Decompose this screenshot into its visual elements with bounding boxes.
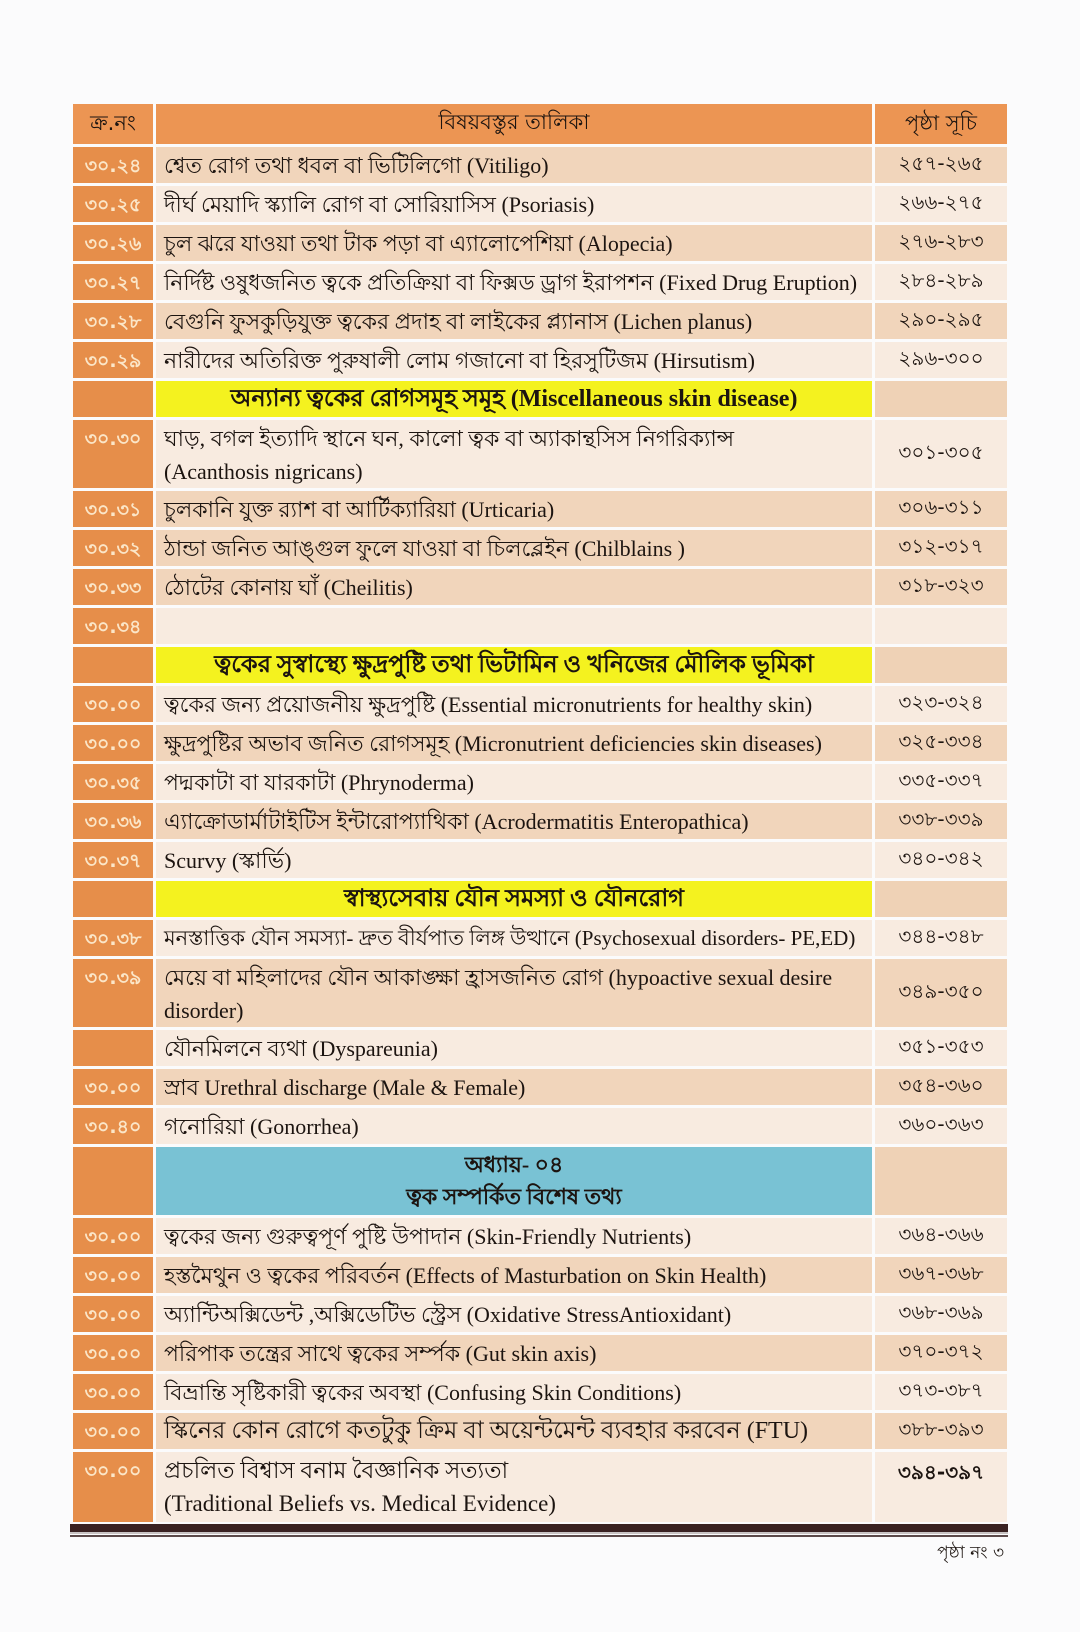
row-number	[73, 1030, 153, 1066]
row-title	[156, 608, 872, 644]
row-number	[73, 647, 153, 683]
row-title: গনোরিয়া (Gonorrhea)	[156, 1108, 872, 1144]
table-row	[73, 186, 1007, 222]
table-row	[73, 803, 1007, 839]
row-page	[875, 1147, 1007, 1215]
row-page: ৩৫৪-৩৬০	[875, 1069, 1007, 1105]
row-number: ৩০.৩০	[73, 420, 153, 488]
row-page: ৩৬০-৩৬৩	[875, 1108, 1007, 1144]
row-title	[156, 959, 872, 1027]
table-row	[73, 225, 1007, 261]
row-number: ৩০.০০	[73, 1374, 153, 1410]
row-number: ৩০.০০	[73, 686, 153, 722]
row-title: স্রাব Urethral discharge (Male & Female)	[156, 1069, 872, 1105]
table-row	[73, 920, 1007, 956]
table-of-contents	[73, 104, 1007, 1525]
header-page-index: পৃষ্ঠা সূচি	[875, 104, 1007, 144]
row-title-line1: প্রচলিত বিশ্বাস বনাম বৈজ্ঞানিক সত্যতা	[164, 1458, 509, 1483]
table-row	[73, 147, 1007, 183]
row-number: ৩০.৩৫	[73, 764, 153, 800]
row-page: ৩৬৮-৩৬৯	[875, 1296, 1007, 1332]
row-title-line2: (Acanthosis nigricans)	[164, 459, 363, 484]
row-page: ৩৪৯-৩৫০	[875, 959, 1007, 1027]
table-row	[73, 1413, 1007, 1449]
row-number: ৩০.৪০	[73, 1108, 153, 1144]
row-page: ৩৪০-৩৪২	[875, 842, 1007, 878]
row-number	[73, 381, 153, 417]
table-row	[73, 608, 1007, 644]
section-heading-row	[73, 881, 1007, 917]
row-title: নির্দিষ্ট ওষুধজনিত ত্বকে প্রতিক্রিয়া বা ফিক্সড ড্রাগ ইরাপশন (Fixed Drug Eruption)	[156, 264, 872, 300]
row-page: ৩২৫-৩৩৪	[875, 725, 1007, 761]
row-title: পরিপাক তন্ত্রের সাথে ত্বকের সর্ম্পক (Gut skin axis)	[156, 1335, 872, 1371]
row-title: বিভ্রান্তি সৃষ্টিকারী ত্বকের অবস্থা (Confusing Skin Conditions)	[156, 1374, 872, 1410]
table-row	[73, 491, 1007, 527]
table-row	[73, 1374, 1007, 1410]
row-title: যৌনমিলনে ব্যথা (Dyspareunia)	[156, 1030, 872, 1066]
row-title: অ্যান্টিঅক্সিডেন্ট ,অক্সিডেটিভ স্ট্রেস (Oxidative StressAntioxidant)	[156, 1296, 872, 1332]
row-page: ৩৭৩-৩৮৭	[875, 1374, 1007, 1410]
row-page: ৩৮৮-৩৯৩	[875, 1413, 1007, 1449]
row-title: শ্বেত রোগ তথা ধবল বা ভিটিলিগো (Vitiligo)	[156, 147, 872, 183]
row-page	[875, 647, 1007, 683]
section-heading: অন্যান্য ত্বকের রোগসমূহ সমূহ (Miscellaneous skin disease)	[156, 381, 872, 417]
chapter-number: অধ্যায়- ০৪	[464, 1152, 564, 1177]
row-number: ৩০.৩৮	[73, 920, 153, 956]
row-number: ৩০.৩৭	[73, 842, 153, 878]
table-row	[73, 842, 1007, 878]
section-heading: ত্বকের সুস্বাস্থ্যে ক্ষুদ্রপুষ্টি তথা ভিটামিন ও খনিজের মৌলিক ভূমিকা	[156, 647, 872, 683]
row-number	[73, 1147, 153, 1215]
table-header	[73, 104, 1007, 144]
row-title-line1: মেয়ে বা মহিলাদের যৌন আকাঙ্ক্ষা হ্রাসজনিত রোগ (hypoactive sexual desire	[164, 965, 833, 990]
table-row	[73, 764, 1007, 800]
row-page: ২৫৭-২৬৫	[875, 147, 1007, 183]
row-number: ৩০.২৪	[73, 147, 153, 183]
row-title-line2: disorder)	[164, 998, 244, 1023]
table-row	[73, 686, 1007, 722]
row-number: ৩০.০০	[73, 1413, 153, 1449]
row-number: ৩০.০০	[73, 1452, 153, 1522]
table-row	[73, 264, 1007, 300]
table-row	[73, 342, 1007, 378]
row-title-line2: (Traditional Beliefs vs. Medical Evidence)	[164, 1491, 556, 1516]
row-page: ৩৫১-৩৫৩	[875, 1030, 1007, 1066]
table-row	[73, 530, 1007, 566]
row-page: ৩৩৫-৩৩৭	[875, 764, 1007, 800]
chapter-title: ত্বক সম্পর্কিত বিশেষ তথ্য	[406, 1184, 622, 1209]
row-page: ২৯৬-৩০০	[875, 342, 1007, 378]
row-number: ৩০.৩১	[73, 491, 153, 527]
table-row	[73, 1030, 1007, 1066]
row-title: এ্যাক্রোডার্মাটাইটিস ইন্টারোপ্যাথিকা (Acrodermatitis Enteropathica)	[156, 803, 872, 839]
row-title: হস্তমৈথুন ও ত্বকের পরিবর্তন (Effects of Masturbation on Skin Health)	[156, 1257, 872, 1293]
row-number: ৩০.২৯	[73, 342, 153, 378]
header-contents: বিষয়বস্তুর তালিকা	[156, 104, 872, 144]
row-number: ৩০.৩২	[73, 530, 153, 566]
table-row	[73, 1108, 1007, 1144]
footer-divider	[70, 1524, 1008, 1534]
chapter-heading	[156, 1147, 872, 1215]
table-row	[73, 1218, 1007, 1254]
row-title: ত্বকের জন্য গুরুত্বপূর্ণ পুষ্টি উপাদান (Skin-Friendly Nutrients)	[156, 1218, 872, 1254]
row-page: ৩৪৪-৩৪৮	[875, 920, 1007, 956]
table-row	[73, 569, 1007, 605]
section-heading-row	[73, 647, 1007, 683]
table-row	[73, 1452, 1007, 1522]
row-page: ৩০৬-৩১১	[875, 491, 1007, 527]
row-page: ৩০১-৩০৫	[875, 420, 1007, 488]
row-number: ৩০.০০	[73, 1069, 153, 1105]
row-title: Scurvy (স্কার্ভি)	[156, 842, 872, 878]
row-title	[156, 1452, 872, 1522]
row-title-line1: ঘাড়, বগল ইত্যাদি স্থানে ঘন, কালো ত্বক বা অ্যাকান্থসিস নিগরিক্যান্স	[164, 426, 735, 451]
row-number: ৩০.২৭	[73, 264, 153, 300]
row-title: স্কিনের কোন রোগে কতটুকু ক্রিম বা অয়েন্টমেন্ট ব্যবহার করবেন (FTU)	[156, 1413, 872, 1449]
table-row	[73, 1069, 1007, 1105]
row-title: ক্ষুদ্রপুষ্টির অভাব জনিত রোগসমূহ (Micronutrient deficiencies skin diseases)	[156, 725, 872, 761]
row-number: ৩০.৩৯	[73, 959, 153, 1027]
row-page	[875, 381, 1007, 417]
table-row	[73, 725, 1007, 761]
row-page: ২৮৪-২৮৯	[875, 264, 1007, 300]
page-number: পৃষ্ঠা নং ৩	[937, 1543, 1004, 1563]
row-number: ৩০.৩৬	[73, 803, 153, 839]
row-page: ২৬৬-২৭৫	[875, 186, 1007, 222]
row-title: ত্বকের জন্য প্রয়োজনীয় ক্ষুদ্রপুষ্টি (Essential micronutrients for healthy skin)	[156, 686, 872, 722]
row-number: ৩০.০০	[73, 1296, 153, 1332]
row-page: ৩৭০-৩৭২	[875, 1335, 1007, 1371]
row-page: ৩৬৪-৩৬৬	[875, 1218, 1007, 1254]
row-title	[156, 420, 872, 488]
row-title: দীর্ঘ মেয়াদি স্ক্যালি রোগ বা সোরিয়াসিস (Psoriasis)	[156, 186, 872, 222]
table-row	[73, 959, 1007, 1027]
row-page: ২৯০-২৯৫	[875, 303, 1007, 339]
row-page	[875, 881, 1007, 917]
row-title: নারীদের অতিরিক্ত পুরুষালী লোম গজানো বা হিরসুটিজম (Hirsutism)	[156, 342, 872, 378]
chapter-heading-row	[73, 1147, 1007, 1215]
section-heading: স্বাস্থ্যসেবায় যৌন সমস্যা ও যৌনরোগ	[156, 881, 872, 917]
table-row	[73, 1296, 1007, 1332]
row-number: ৩০.৩৩	[73, 569, 153, 605]
row-title: ঠান্ডা জনিত আঙ্গুল ফুলে যাওয়া বা চিলব্লেইন (Chilblains )	[156, 530, 872, 566]
table-row	[73, 303, 1007, 339]
row-number: ৩০.০০	[73, 1335, 153, 1371]
row-page: ৩৩৮-৩৩৯	[875, 803, 1007, 839]
row-title: চুলকানি যুক্ত র‍্যাশ বা আর্টিক্যারিয়া (Urticaria)	[156, 491, 872, 527]
row-page: ৩৯৪-৩৯৭	[875, 1452, 1007, 1522]
table-row	[73, 1257, 1007, 1293]
row-page	[875, 608, 1007, 644]
row-page: ২৭৬-২৮৩	[875, 225, 1007, 261]
row-page: ৩১২-৩১৭	[875, 530, 1007, 566]
section-heading-row	[73, 381, 1007, 417]
table-row	[73, 420, 1007, 488]
row-number: ৩০.২৬	[73, 225, 153, 261]
row-number: ৩০.০০	[73, 1218, 153, 1254]
row-number: ৩০.০০	[73, 725, 153, 761]
row-page: ৩১৮-৩২৩	[875, 569, 1007, 605]
header-serial: ক্র.নং	[73, 104, 153, 144]
row-title: মনস্তাত্তিক যৌন সমস্যা- দ্রুত বীর্যপাত লিঙ্গ উত্থানে (Psychosexual disorders- PE,ED)	[156, 920, 872, 956]
row-page: ৩৬৭-৩৬৮	[875, 1257, 1007, 1293]
row-title: পদ্মকাটা বা যারকাটা (Phrynoderma)	[156, 764, 872, 800]
row-page: ৩২৩-৩২৪	[875, 686, 1007, 722]
row-number: ৩০.২৮	[73, 303, 153, 339]
row-number: ৩০.৩৪	[73, 608, 153, 644]
row-title: চুল ঝরে যাওয়া তথা টাক পড়া বা এ্যালোপেশিয়া (Alopecia)	[156, 225, 872, 261]
row-number: ৩০.২৫	[73, 186, 153, 222]
row-number	[73, 881, 153, 917]
table-row	[73, 1335, 1007, 1371]
row-number: ৩০.০০	[73, 1257, 153, 1293]
row-title: বেগুনি ফুসকুড়িযুক্ত ত্বকের প্রদাহ বা লাইকের প্ল্যানাস (Lichen planus)	[156, 303, 872, 339]
row-title: ঠোটের কোনায় ঘাঁ (Cheilitis)	[156, 569, 872, 605]
